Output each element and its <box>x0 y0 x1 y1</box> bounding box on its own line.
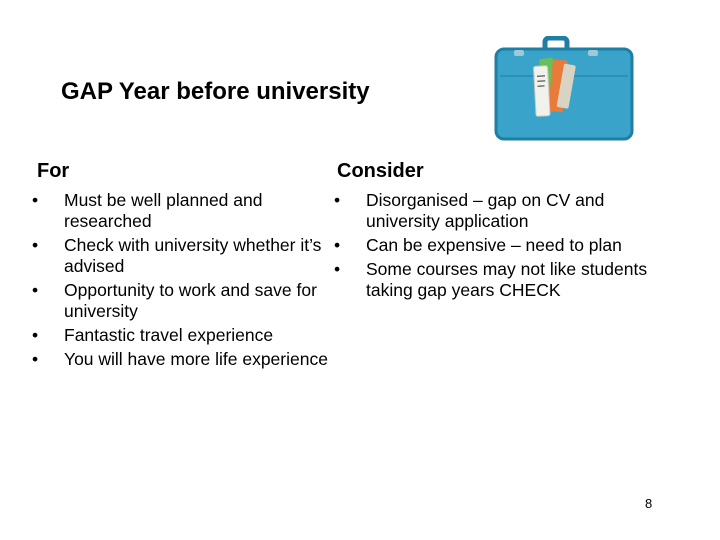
bullet-glyph: • <box>334 190 341 210</box>
consider-item-text: Disorganised – gap on CV and university application <box>366 190 605 231</box>
bullet-glyph: • <box>32 325 39 345</box>
bullet-glyph: • <box>32 349 39 369</box>
bullet-glyph: • <box>334 259 341 279</box>
bullet-glyph: • <box>32 190 39 210</box>
for-item <box>30 349 340 370</box>
bullet-glyph: • <box>334 235 341 255</box>
consider-item-text: Can be expensive – need to plan <box>366 235 622 255</box>
for-item-text: Check with university whether it’s advised <box>64 235 322 276</box>
for-item <box>30 325 340 346</box>
consider-heading: Consider <box>337 160 424 182</box>
for-heading: For <box>37 160 70 182</box>
page-number: 8 <box>645 496 653 511</box>
bullet-glyph: • <box>32 235 39 255</box>
consider-item-text: Some courses may not like students taking gap years CHECK <box>366 259 648 300</box>
for-list <box>30 190 340 373</box>
suitcase-illustration <box>490 36 638 142</box>
for-item-text: You will have more life experience <box>64 349 328 369</box>
bullet-glyph: • <box>32 280 39 300</box>
for-item-text: Fantastic travel experience <box>64 325 274 345</box>
for-item-text: Must be well planned and researched <box>64 190 263 231</box>
consider-item <box>332 235 672 256</box>
consider-item <box>332 259 672 301</box>
for-item <box>30 190 340 232</box>
for-item <box>30 280 340 322</box>
for-item-text: Opportunity to work and save for university <box>64 280 317 321</box>
consider-item <box>332 190 672 232</box>
consider-list <box>332 190 672 304</box>
slide-title: GAP Year before university <box>61 78 370 105</box>
for-item <box>30 235 340 277</box>
